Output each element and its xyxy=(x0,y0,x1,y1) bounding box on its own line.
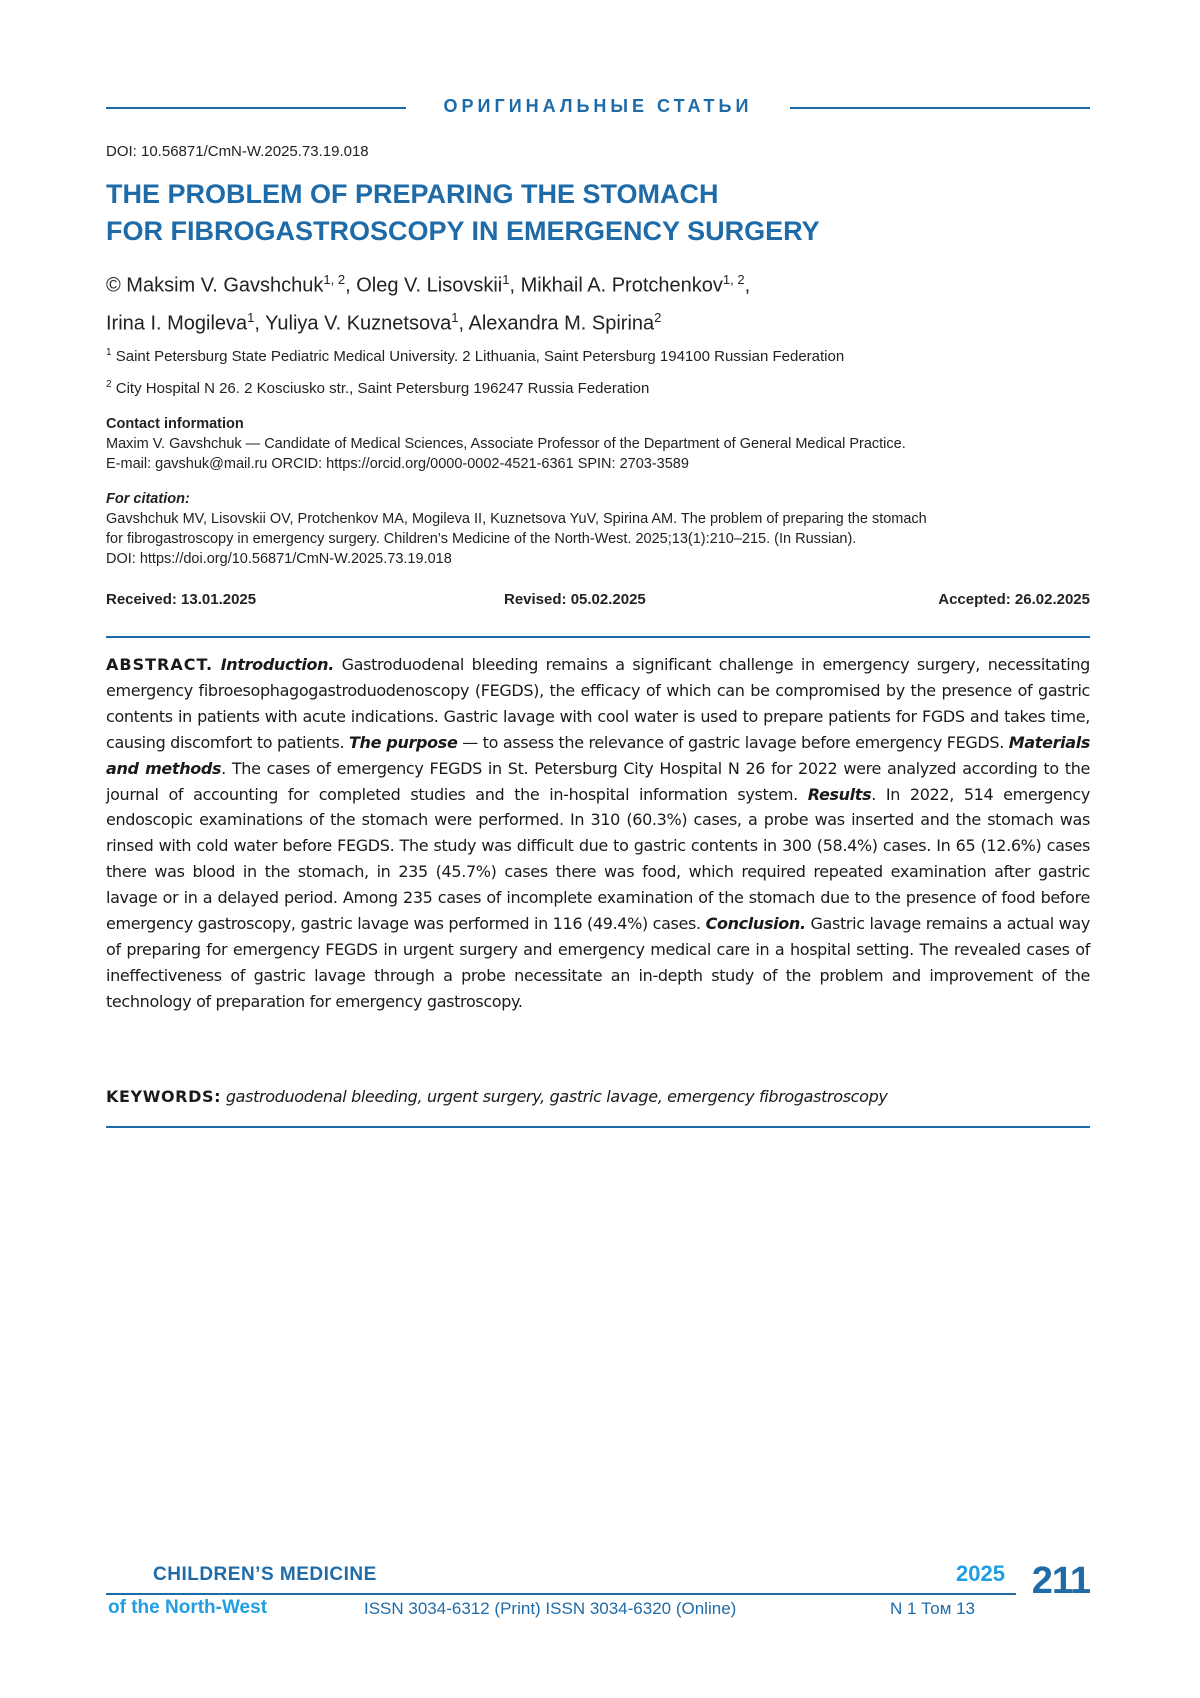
abstract-conclusion-text: Gastric lavage remains a actual way of preparing for emergency FEGDS in urgent surgery and emergency medical care in a hospital setting. The revealed cases of ineffectiveness of gastric lavage through a probe necessitate an in-depth study of the problem and improvement of the technology of preparation for emergency gastroscopy. xyxy=(106,914,1090,1011)
section-header-title: ОРИГИНАЛЬНЫЕ СТАТЬИ xyxy=(443,96,753,116)
abstract-label: ABSTRACT. xyxy=(106,655,214,674)
doi: DOI: 10.56871/CmN-W.2025.73.19.018 xyxy=(106,143,369,160)
journal-issn: ISSN 3034-6312 (Print) ISSN 3034-6320 (Online) xyxy=(364,1599,737,1618)
abstract-intro-text: Gastroduodenal bleeding remains a significant challenge in emergency surgery, necessitating emergency fibroesophagogastroduodenoscopy (FEGDS), the efficacy of which can be compromised by the presence of gastric contents in patients with acute indications. Gastric lavage with cool water is used to prepare patients for FGDS and takes time, causing discomfort to patients. xyxy=(106,655,1090,752)
author-list xyxy=(106,264,1006,339)
abstract-intro-label: Introduction. xyxy=(220,655,334,674)
date-revised: Revised: 05.02.2025 xyxy=(504,591,646,608)
journal-name-line-2: of the North-West xyxy=(108,1597,268,1618)
abstract-top-rule xyxy=(106,636,1090,638)
affiliation-number: 1 xyxy=(106,347,112,358)
affiliation-1 xyxy=(106,347,844,365)
author-separator: , xyxy=(458,312,469,335)
keywords-text: gastroduodenal bleeding, urgent surgery, gastric lavage, emergency fibrogastroscopy xyxy=(221,1087,888,1106)
abstract-purpose-label: The purpose xyxy=(348,732,458,752)
footer-rule xyxy=(106,1593,1016,1595)
affiliation-2 xyxy=(106,379,649,397)
article-title xyxy=(106,176,1006,250)
abstract xyxy=(106,652,1090,1015)
author-affil-sup: 1, 2 xyxy=(722,272,745,287)
abstract-purpose-text: — to assess the relevance of gastric lavage before emergency FEGDS. xyxy=(457,732,1009,752)
author-affil-sup: 1 xyxy=(451,309,459,325)
abstract-results-text: . In 2022, 514 emergency endoscopic examinations of the stomach were performed. In 310 (60.3%) cases, a probe was inserted and the stomach was rinsed with cold water before FEGDS. The study was difficult due to gastric contents in 300 (58.4%) cases. In 65 (12.6%) cases there was blood in the stomach, in 235 (45.7%) cases there was food, which required repeated examination after gastric lavage or in a delayed period. Among 235 cases of incomplete examination of the stomach due to the presence of food before emergency gastroscopy, gastric lavage was performed in 116 (49.4%) cases. xyxy=(106,784,1090,934)
author-name: Yuliya V. Kuznetsova xyxy=(265,312,452,335)
journal-year: 2025 xyxy=(956,1561,1005,1586)
abstract-conclusion-label: Conclusion. xyxy=(705,914,806,934)
affiliation-text: Saint Petersburg State Pediatric Medical University. 2 Lithuania, Saint Petersburg 194100 Russian Federation xyxy=(115,348,845,365)
contact-line-2: E-mail: gavshuk@mail.ru ORCID: https://orcid.org/0000-0002-4521-6361 SPIN: 2703-3589 xyxy=(106,456,689,472)
abstract-results-label: Results xyxy=(807,784,872,804)
contact-information xyxy=(106,414,1090,474)
abstract-methods-label: Materials and methods xyxy=(106,732,1090,778)
author-affil-sup: 2 xyxy=(654,309,662,325)
section-header-rule-right xyxy=(790,107,1090,109)
author-name: Irina I. Mogileva xyxy=(106,312,248,335)
author-separator: , xyxy=(254,312,266,335)
author-affil-sup: 1 xyxy=(247,309,255,325)
keywords xyxy=(106,1085,1090,1109)
contact-line-1: Maxim V. Gavshchuk — Candidate of Medical Sciences, Associate Professor of the Department of General Medical Practice. xyxy=(106,436,906,452)
article-title-line-1: THE PROBLEM OF PREPARING THE STOMACH xyxy=(106,179,719,209)
journal-issue: N 1 Том 13 xyxy=(890,1599,976,1618)
author-affil-sup: 1 xyxy=(502,272,510,287)
author-separator: , xyxy=(509,274,521,297)
article-dates xyxy=(106,591,1090,613)
citation-line-3: DOI: https://doi.org/10.56871/CmN-W.2025.73.19.018 xyxy=(106,551,452,567)
author-name: Mikhail A. Protchenkov xyxy=(520,274,723,297)
author-separator: , xyxy=(744,274,751,297)
article-title-line-2: FOR FIBROGASTROSCOPY IN EMERGENCY SURGERY xyxy=(106,216,820,246)
citation-line-2: for fibrogastroscopy in emergency surgery. Children’s Medicine of the North-West. 2025;13(1):210–215. (In Russian). xyxy=(106,531,857,547)
affiliation-number: 2 xyxy=(106,379,112,390)
author-name: Oleg V. Lisovskii xyxy=(356,274,503,297)
citation-header: For citation: xyxy=(106,491,190,507)
journal-name-line-1: CHILDREN’S MEDICINE xyxy=(153,1564,377,1585)
contact-header: Contact information xyxy=(106,416,244,432)
page-number: 211 xyxy=(1031,1560,1090,1602)
abstract-methods-text: . The cases of emergency FEGDS in St. Petersburg City Hospital N 26 for 2022 were analyzed according to the journal of accounting for completed studies and the in-hospital information system. xyxy=(106,758,1090,804)
author-affil-sup: 1, 2 xyxy=(323,272,346,287)
citation-block xyxy=(106,489,1090,569)
abstract-bottom-rule xyxy=(106,1126,1090,1128)
author-separator: , xyxy=(345,274,357,297)
author-name: © Maksim V. Gavshchuk xyxy=(106,274,324,297)
date-received: Received: 13.01.2025 xyxy=(106,591,257,608)
keywords-label: KEYWORDS: xyxy=(106,1087,222,1106)
author-name: Alexandra M. Spirina xyxy=(468,312,655,335)
affiliation-text: City Hospital N 26. 2 Kosciusko str., Saint Petersburg 196247 Russia Federation xyxy=(115,380,650,397)
section-header xyxy=(106,96,1090,120)
citation-line-1: Gavshchuk MV, Lisovskii OV, Protchenkov MA, Mogileva II, Kuznetsova YuV, Spirina AM. The problem of preparing the stomach xyxy=(106,511,927,527)
date-accepted: Accepted: 26.02.2025 xyxy=(938,591,1090,608)
article-page xyxy=(106,0,1090,1698)
